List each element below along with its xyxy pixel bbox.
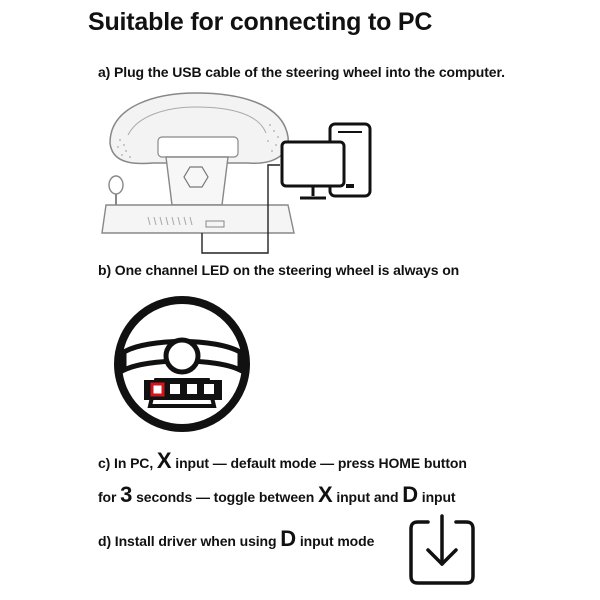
step-c2-part2: seconds — toggle between [132,489,318,505]
step-c2-part1: for [98,489,121,505]
led-channel-2 [170,384,180,394]
d-input-label: D [402,482,418,507]
led-channel-3 [187,384,197,394]
led-channel-4 [204,384,214,394]
d-input-label-2: D [280,526,297,551]
step-c2-text [98,482,456,508]
page-title: Suitable for connecting to PC [88,8,433,36]
desktop-monitor-icon [278,120,378,205]
step-c-text [98,448,467,474]
x-input-label-2: X [317,482,333,507]
step-c2-part3: input and [332,489,403,505]
download-icon [406,512,478,588]
step-d-text [98,526,374,552]
led-channel-1-active [152,384,163,395]
step-d-part1: d) Install driver when using [98,533,281,549]
step-d-part2: input mode [296,533,375,549]
step-c-part2: input — default mode — press HOME button [171,455,467,471]
steering-wheel-led-icon [108,288,258,440]
step-b-text: b) One channel LED on the steering wheel is always on [98,262,460,278]
step-c2-part4: input [418,489,456,505]
step-c-part1: c) In PC, [98,455,157,471]
x-input-label: X [156,448,172,473]
seconds-count: 3 [120,482,133,507]
step-a-text: a) Plug the USB cable of the steering wheel into the computer. [98,64,505,80]
